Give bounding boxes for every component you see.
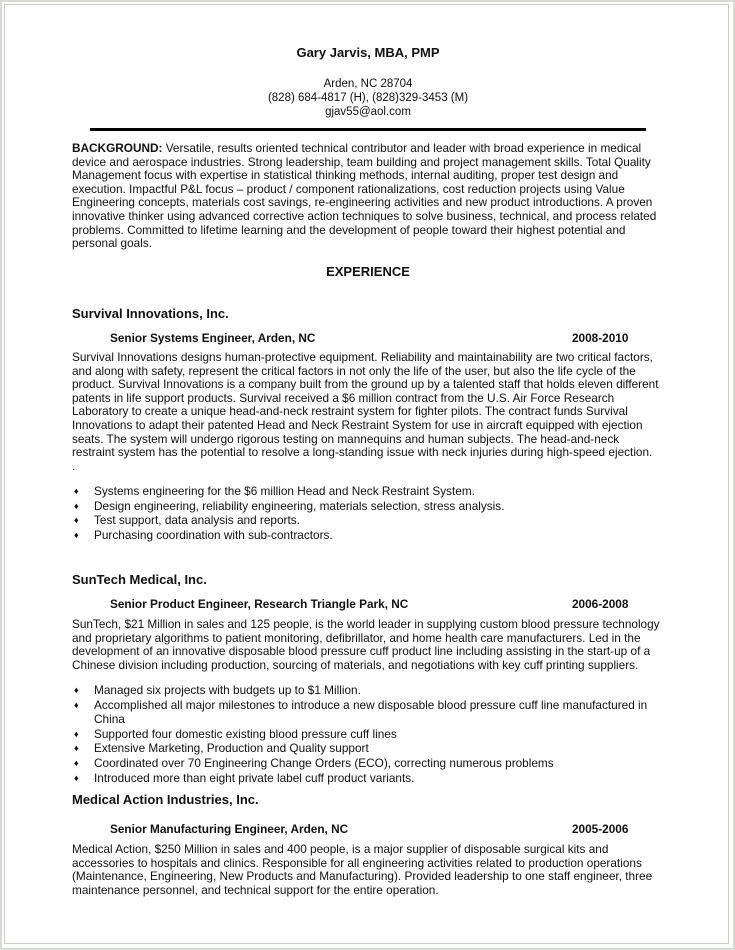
background-label: BACKGROUND: bbox=[72, 141, 163, 155]
diamond-bullet-icon: ♦ bbox=[74, 699, 79, 710]
list-item: ♦ Design engineering, reliability engineering, materials selection, stress analysis. bbox=[74, 498, 505, 513]
job-bullets bbox=[72, 683, 664, 785]
job-company: Medical Action Industries, Inc. bbox=[72, 792, 259, 807]
job-role: Senior Product Engineer, Research Triangle Park, NC bbox=[110, 597, 409, 611]
list-item: ♦ Introduced more than eight private label cuff product variants. bbox=[74, 770, 415, 785]
diamond-bullet-icon: ♦ bbox=[74, 685, 79, 695]
background-text: Versatile, results oriented technical contributor and leader with broad experience in medical device and aerospace industries. Strong leadership, team building and project management skills. Total Quality Management focus with expertise in statistical thinking methods, internal auditing, proper test design and execution. Impactful P&L focus – product / component rationalizations, cost reduction projects using Value Engineering concepts, materials cost savings, re-engineering activities and new product introductions. A proven innovative thinker using advanced corrective action techniques to solve business, technical, and process related problems. Committed to lifetime learning and the development of people toward their highest potential and personal goals. bbox=[72, 141, 657, 251]
job-company: SunTech Medical, Inc. bbox=[72, 572, 207, 587]
list-item: ♦ Systems engineering for the $6 million Head and Neck Restraint System. bbox=[74, 484, 475, 498]
diamond-bullet-icon: ♦ bbox=[74, 743, 79, 754]
job-description: Medical Action, $250 Million in sales and 400 people, is a major supplier of disposable surgical kits and accessories to hospitals and clinics. Responsible for all engineering activities related to production operations (Maintenance, Engineering, New Products and Manufacturing). Provided leadership to one staff engineer, three maintenance personnel, and technical support for the entire operation. bbox=[72, 842, 653, 897]
list-item: ♦ Managed six projects with budgets up to $1 Million. bbox=[74, 683, 361, 697]
job-description: SunTech, $21 Million in sales and 125 people, is the world leader in supplying custom blood pressure technology and proprietary algorithms to patient monitoring, defibrillator, and home health care manufacturers. Led in the development of an innovative disposable blood pressure cuff product line including assisting in the start-up of a Chinese division including production, sourcing of materials, and negotiations with key cuff printing suppliers. bbox=[72, 617, 660, 672]
candidate-name: Gary Jarvis, MBA, PMP bbox=[296, 45, 440, 60]
list-item: ♦ Accomplished all major milestones to introduce a new disposable blood pressure cuff line manufactured in China bbox=[74, 697, 648, 727]
job-description-trailing: . bbox=[72, 458, 76, 473]
experience-heading: EXPERIENCE bbox=[326, 264, 410, 279]
list-item: ♦ Extensive Marketing, Production and Quality support bbox=[74, 741, 369, 756]
job-description-text: Survival Innovations designs human-protective equipment. Reliability and maintainability are two critical factors, and along with safety, represent the critical factors in not only the life of the user, but also the life cycle of the product. Survival Innovations is a company built from the ground up by a talented staff that holds eleven different patents in life support products. Survival received a $6 million contract from the U.S. Air Force Research Laboratory to create a unique head-and-neck restraint system for fighter pilots. The contract funds Survival Innovations to adapt their patented Head and Neck Restraint System for use in aircraft equipped with ejection seats. The system will undergo rigorous testing on mannequins and human subjects. The head-and-neck restraint system has the potential to resolve a long-standing issue with neck injuries during high-speed ejection. bbox=[72, 350, 659, 460]
job-description bbox=[72, 351, 664, 473]
candidate-email[interactable]: gjav55@aol.com bbox=[325, 106, 411, 118]
job-dates: 2006-2008 bbox=[572, 597, 629, 611]
job-dates: 2005-2006 bbox=[572, 822, 629, 836]
diamond-bullet-icon: ♦ bbox=[74, 486, 79, 496]
list-item: ♦ Purchasing coordination with sub-contractors. bbox=[74, 527, 333, 542]
background-paragraph bbox=[72, 142, 664, 251]
job-company: Survival Innovations, Inc. bbox=[72, 306, 229, 321]
diamond-bullet-icon: ♦ bbox=[74, 728, 79, 739]
diamond-bullet-icon: ♦ bbox=[74, 515, 79, 526]
diamond-bullet-icon: ♦ bbox=[74, 529, 79, 540]
diamond-bullet-icon: ♦ bbox=[74, 772, 79, 783]
candidate-phones: (828) 684-4817 (H), (828)329-3453 (M) bbox=[267, 92, 469, 104]
diamond-bullet-icon: ♦ bbox=[74, 757, 79, 768]
list-item: ♦ Coordinated over 70 Engineering Change Orders (ECO), correcting numerous problems bbox=[74, 755, 554, 770]
header-divider bbox=[90, 128, 646, 131]
list-item: ♦ Test support, data analysis and reports. bbox=[74, 513, 300, 528]
job-role: Senior Manufacturing Engineer, Arden, NC bbox=[110, 822, 349, 836]
job-role: Senior Systems Engineer, Arden, NC bbox=[110, 331, 316, 345]
job-dates: 2008-2010 bbox=[572, 331, 629, 345]
candidate-address: Arden, NC 28704 bbox=[323, 78, 413, 90]
list-item: ♦ Supported four domestic existing blood pressure cuff lines bbox=[74, 726, 397, 741]
job-bullets bbox=[72, 484, 664, 542]
diamond-bullet-icon: ♦ bbox=[74, 500, 79, 511]
